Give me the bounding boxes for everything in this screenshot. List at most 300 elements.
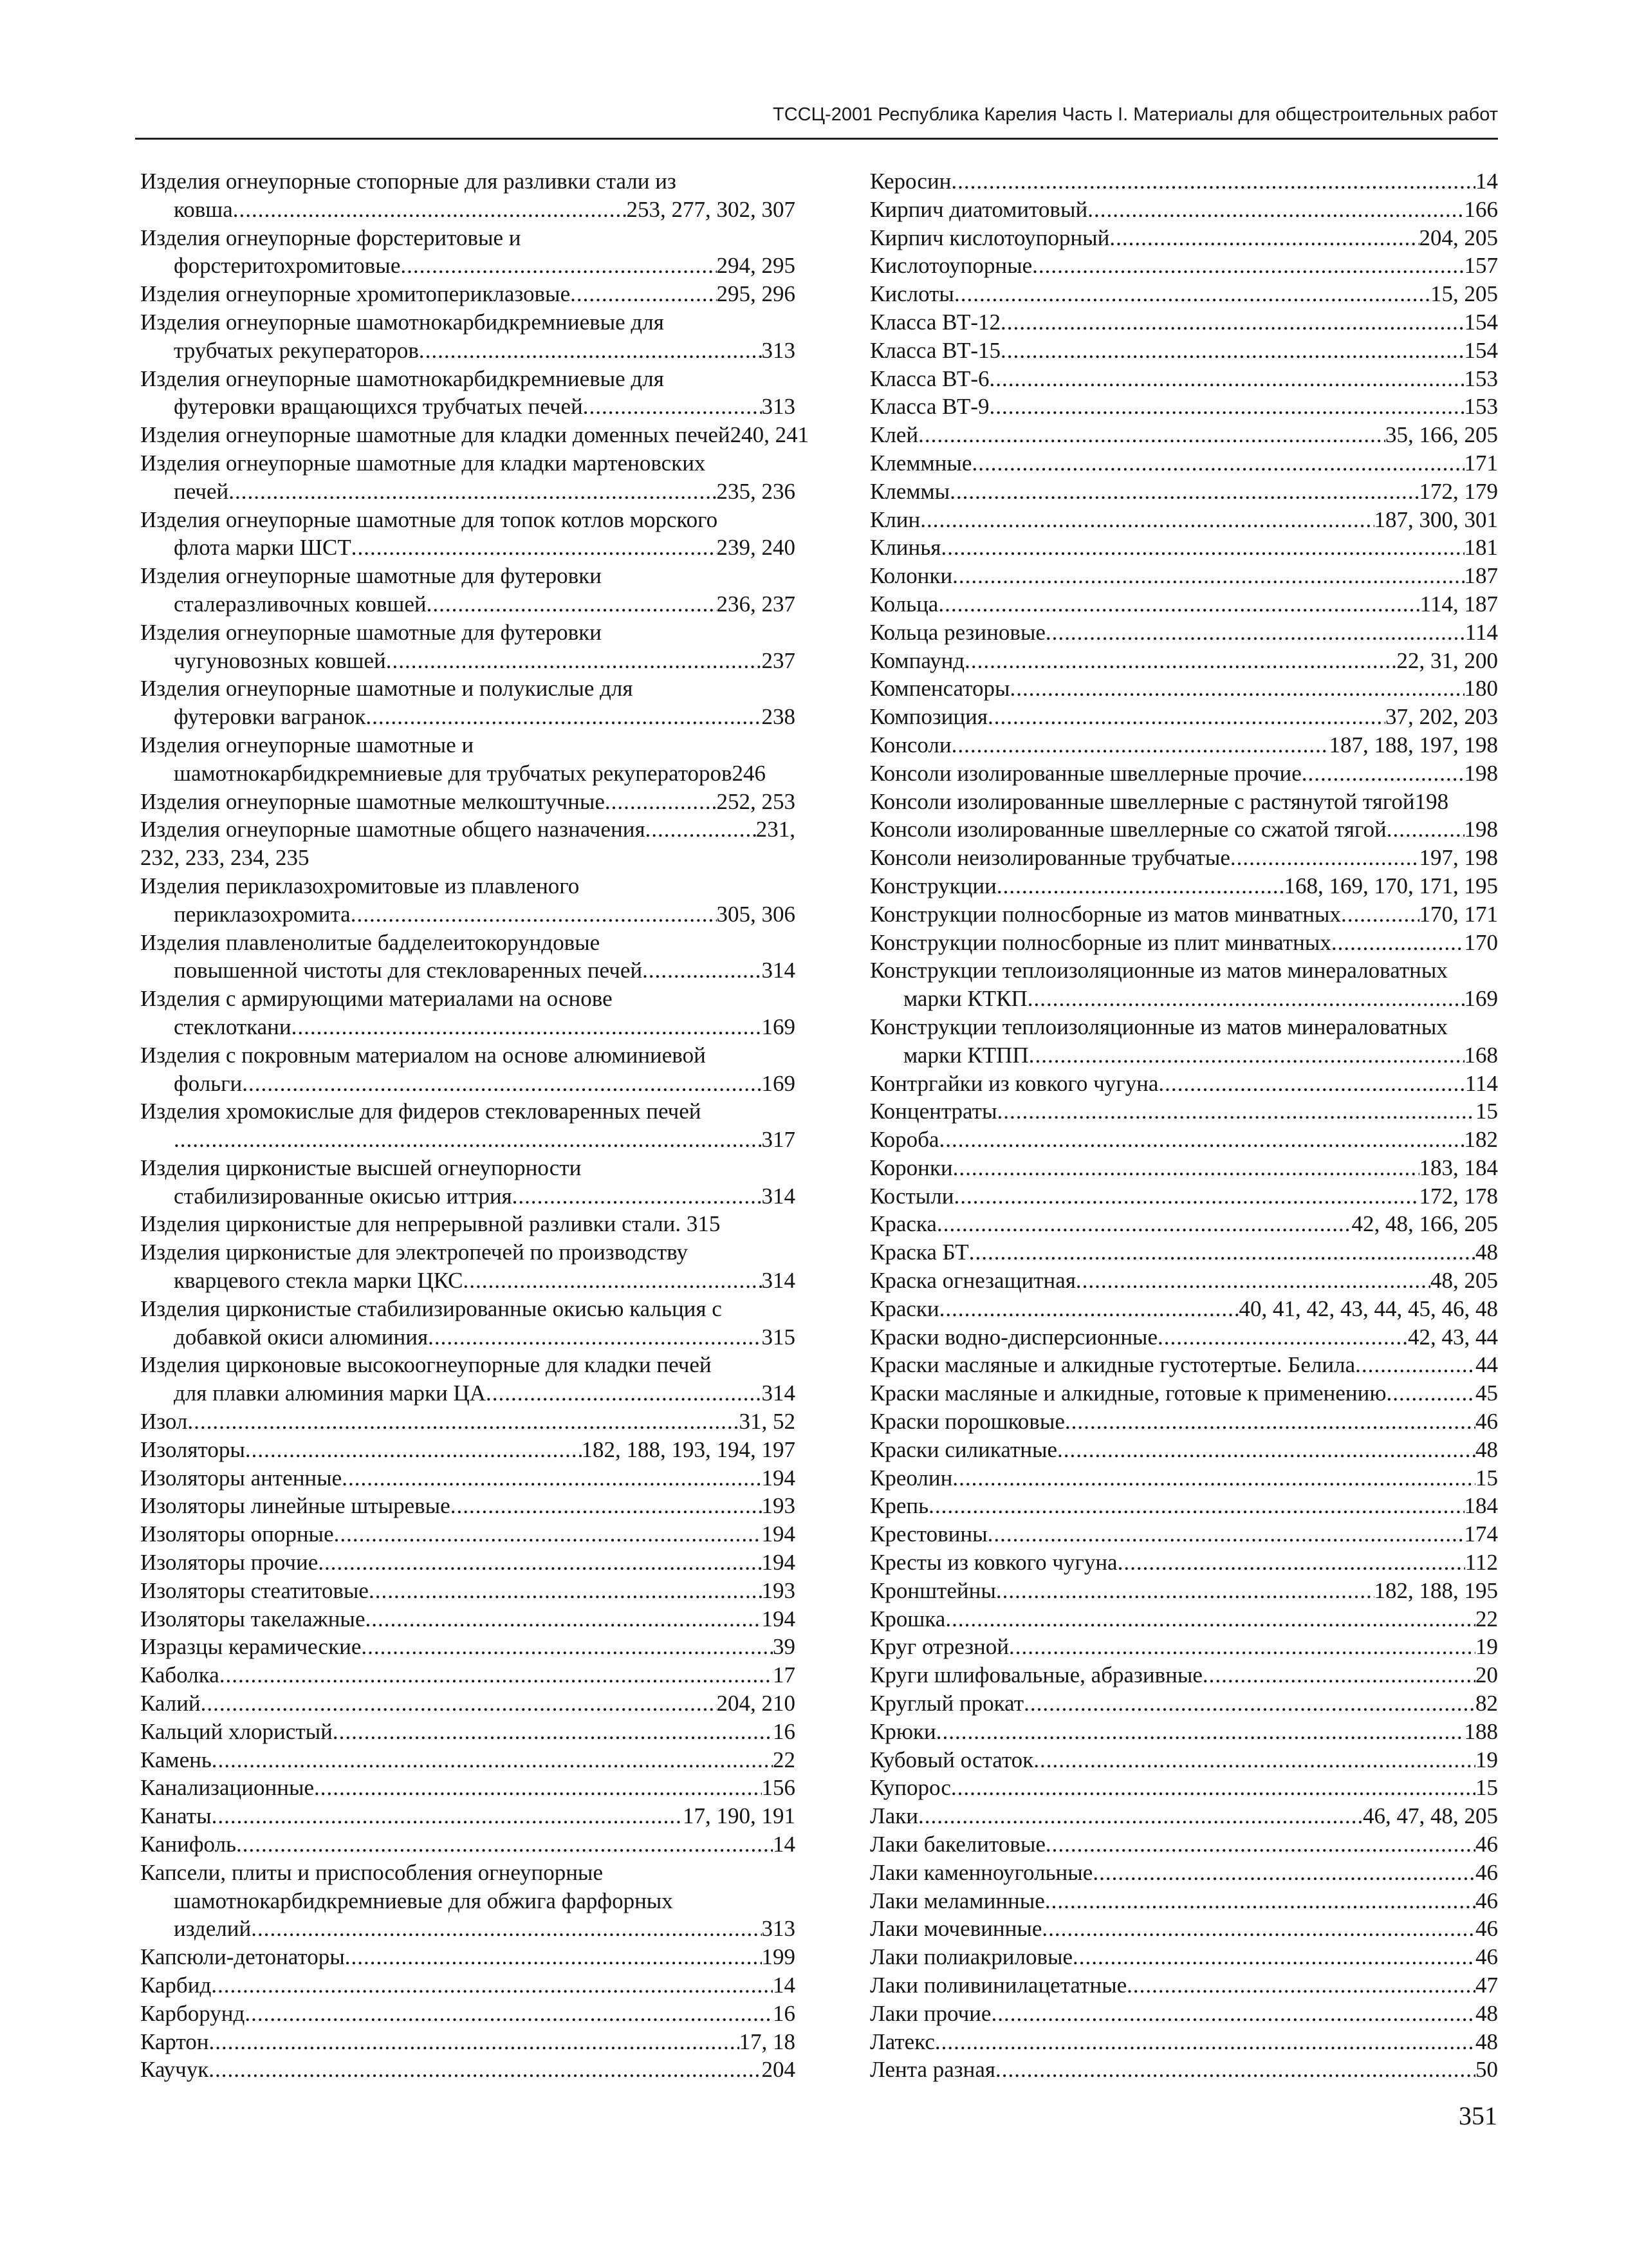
header-rule bbox=[135, 138, 1498, 140]
index-term: Карборунд bbox=[140, 2000, 245, 2026]
page-refs: 313 bbox=[761, 394, 795, 420]
index-term: Краска bbox=[870, 1211, 937, 1237]
dot-leader bbox=[187, 1408, 739, 1436]
page-refs: 17, 18 bbox=[739, 2029, 795, 2054]
dot-leader bbox=[209, 2028, 739, 2056]
index-entry bbox=[870, 1859, 1498, 1887]
index-term: для плавки алюминия марки ЦА bbox=[174, 1380, 486, 1406]
index-entry bbox=[870, 1746, 1498, 1774]
index-term: Лаки полиакриловые bbox=[870, 1944, 1073, 1970]
index-term: Концентраты bbox=[870, 1099, 997, 1124]
index-entry bbox=[870, 1210, 1498, 1238]
index-entry bbox=[140, 1830, 795, 1859]
dot-leader bbox=[212, 1802, 683, 1830]
index-entry-line bbox=[870, 2028, 1498, 2056]
index-term: Компенсаторы bbox=[870, 676, 1010, 702]
page-refs: 180 bbox=[1464, 676, 1498, 702]
page-refs: 166 bbox=[1464, 196, 1498, 222]
index-entry-line bbox=[140, 1464, 795, 1492]
index-entry bbox=[870, 674, 1498, 703]
page-refs: 313 bbox=[761, 337, 795, 363]
dot-leader bbox=[1341, 900, 1419, 929]
index-entry-line bbox=[140, 1661, 795, 1689]
index-term: повышенной чистоты для стекловаренных печей bbox=[174, 958, 643, 983]
dot-leader bbox=[351, 534, 717, 562]
index-entry-line bbox=[140, 1408, 795, 1436]
page-refs: 314 bbox=[761, 1380, 795, 1406]
index-term: Изделия огнеупорные шамотные для кладки доменных печей240, 241 bbox=[140, 422, 809, 448]
page-refs: 182, 188, 195 bbox=[1374, 1577, 1498, 1603]
index-term: Каучук bbox=[140, 2057, 209, 2083]
index-entry-line bbox=[140, 2000, 795, 2028]
index-term: марки КТКП bbox=[903, 986, 1028, 1012]
dot-leader bbox=[928, 1492, 1464, 1520]
index-term: Краски порошковые bbox=[870, 1409, 1065, 1435]
page-refs: 197, 198 bbox=[1419, 845, 1498, 871]
index-entry-line bbox=[870, 1915, 1498, 1943]
index-entry-line bbox=[870, 900, 1498, 929]
index-entry bbox=[870, 872, 1498, 900]
index-entry bbox=[140, 1746, 795, 1774]
page-refs: 39 bbox=[773, 1634, 795, 1660]
dot-leader bbox=[953, 1154, 1419, 1182]
index-entry-line bbox=[870, 618, 1498, 647]
index-entry bbox=[870, 562, 1498, 590]
index-entry bbox=[140, 1041, 795, 1098]
index-entry-line bbox=[870, 1774, 1498, 1802]
dot-leader bbox=[1387, 815, 1464, 844]
index-entry bbox=[140, 1520, 795, 1548]
index-term: шамотнокарбидкремниевые для трубчатых рекуператоров246 bbox=[174, 760, 766, 786]
index-entry-line bbox=[140, 788, 795, 816]
left-index-column bbox=[140, 167, 809, 2084]
index-entry-line bbox=[140, 618, 795, 647]
dot-leader bbox=[952, 731, 1329, 759]
dot-leader bbox=[1045, 1887, 1475, 1915]
index-entry-line bbox=[140, 1492, 795, 1520]
dot-leader bbox=[1158, 1070, 1464, 1098]
dot-leader bbox=[918, 421, 1385, 449]
index-entry-line bbox=[140, 1830, 795, 1859]
index-entry bbox=[140, 365, 795, 422]
index-entry-continuation bbox=[140, 759, 795, 788]
index-term: Изол bbox=[140, 1409, 188, 1435]
index-term: Изоляторы bbox=[140, 1436, 245, 1462]
index-term: Класса ВТ-6 bbox=[870, 366, 990, 391]
index-entry bbox=[870, 1605, 1498, 1633]
index-term: Конструкции полносборные из плит минватных bbox=[870, 929, 1331, 955]
dot-leader bbox=[369, 1577, 762, 1605]
index-entry bbox=[140, 1097, 795, 1154]
index-term: Изделия огнеупорные шамотные и bbox=[140, 732, 474, 758]
index-entry bbox=[870, 1070, 1498, 1098]
index-term: футеровки вагранок bbox=[174, 704, 366, 730]
index-entry bbox=[870, 1436, 1498, 1464]
dot-leader bbox=[245, 1436, 582, 1464]
index-entry-line bbox=[870, 1238, 1498, 1267]
index-entry-line bbox=[870, 815, 1498, 844]
dot-leader bbox=[1046, 618, 1465, 647]
index-entry-line bbox=[870, 1746, 1498, 1774]
right-index-column bbox=[870, 167, 1498, 2084]
index-entry bbox=[140, 1605, 795, 1633]
index-entry-line bbox=[870, 1351, 1498, 1379]
dot-leader bbox=[345, 1943, 762, 1971]
dot-leader bbox=[1127, 1971, 1475, 2000]
index-term: Лаки бакелитовые bbox=[870, 1832, 1046, 1857]
dot-leader bbox=[233, 196, 627, 224]
index-entry bbox=[140, 167, 795, 224]
dot-leader bbox=[583, 393, 762, 421]
index-term: Лаки меламинные bbox=[870, 1888, 1045, 1913]
index-term: Канифоль bbox=[140, 1832, 237, 1857]
index-entry-continuation bbox=[140, 393, 795, 421]
index-term: Краски масляные и алкидные, готовые к применению bbox=[870, 1380, 1387, 1406]
page-refs: 19 bbox=[1475, 1634, 1498, 1660]
index-entry-line bbox=[870, 1548, 1498, 1577]
index-entry bbox=[870, 1182, 1498, 1211]
index-entry bbox=[870, 506, 1498, 534]
index-entry bbox=[870, 1013, 1498, 1070]
dot-leader bbox=[1001, 337, 1464, 365]
index-entry-line bbox=[870, 449, 1498, 478]
index-entry-line bbox=[870, 1718, 1498, 1746]
index-term: Краска огнезащитная bbox=[870, 1268, 1076, 1294]
index-entry-continuation bbox=[140, 1915, 795, 1943]
index-entry bbox=[140, 1154, 795, 1211]
index-entry-line bbox=[140, 985, 795, 1013]
index-term: Компаунд bbox=[870, 647, 965, 673]
index-entry bbox=[870, 280, 1498, 308]
dot-leader bbox=[334, 1520, 762, 1548]
index-entry bbox=[870, 167, 1498, 196]
index-entry-line bbox=[140, 872, 795, 900]
page-refs: 15, 205 bbox=[1430, 281, 1498, 307]
index-term: ковша bbox=[174, 196, 233, 222]
page-refs: 17 bbox=[773, 1662, 795, 1688]
page-refs: 22, 31, 200 bbox=[1396, 647, 1498, 673]
index-term: Купорос bbox=[870, 1775, 951, 1801]
dot-leader bbox=[463, 1267, 762, 1295]
index-entry-line bbox=[870, 1379, 1498, 1408]
index-term: Консоли изолированные швеллерные со сжатой тягой bbox=[870, 817, 1387, 842]
page-refs: 48, 205 bbox=[1430, 1268, 1498, 1294]
index-term: добавкой окиси алюминия bbox=[174, 1324, 429, 1350]
index-entry bbox=[870, 1802, 1498, 1830]
index-entry-continuation bbox=[140, 252, 795, 280]
dot-leader bbox=[570, 280, 716, 308]
index-entry-line bbox=[140, 1154, 795, 1182]
page-refs: 153 bbox=[1464, 394, 1498, 420]
index-term: Изделия огнеупорные шамотнокарбидкремниевые для bbox=[140, 309, 664, 335]
index-entry bbox=[870, 731, 1498, 759]
page-refs: 40, 41, 42, 43, 44, 45, 46, 48 bbox=[1239, 1296, 1498, 1321]
page-refs: 305, 306 bbox=[716, 901, 795, 927]
page-refs: 239, 240 bbox=[716, 535, 795, 561]
dot-leader bbox=[990, 365, 1464, 393]
index-term: Капсюли-детонаторы bbox=[140, 1944, 345, 1970]
index-term: Лаки прочие bbox=[870, 2000, 992, 2026]
page-refs: 314 bbox=[761, 958, 795, 983]
index-term: сталеразливочных ковшей bbox=[174, 591, 427, 617]
page-refs: 204, 210 bbox=[716, 1691, 795, 1716]
index-entry-line bbox=[140, 2028, 795, 2056]
index-entry-line bbox=[140, 562, 795, 590]
index-entry-continuation bbox=[140, 337, 795, 365]
page-refs: 48 bbox=[1475, 2000, 1498, 2026]
index-entry-continuation bbox=[140, 1126, 795, 1154]
index-entry-line bbox=[140, 1520, 795, 1548]
dot-leader bbox=[1118, 1548, 1465, 1577]
dot-leader bbox=[995, 2056, 1475, 2084]
dot-leader bbox=[1009, 1633, 1475, 1661]
page-refs: 114 bbox=[1464, 1070, 1498, 1096]
index-entry bbox=[870, 1464, 1498, 1492]
index-term: Изделия огнеупорные шамотные для топок котлов морского bbox=[140, 507, 718, 532]
index-term: Изделия цирконовые высокоогнеупорные для кладки печей bbox=[140, 1352, 712, 1378]
dot-leader bbox=[419, 337, 762, 365]
dot-leader bbox=[965, 647, 1396, 675]
index-entry bbox=[870, 365, 1498, 393]
dot-leader bbox=[512, 1182, 762, 1211]
page-refs: 42, 43, 44 bbox=[1408, 1324, 1498, 1350]
index-entry bbox=[870, 252, 1498, 280]
page-refs: 294, 295 bbox=[716, 253, 795, 279]
dot-leader bbox=[1029, 1041, 1464, 1070]
index-term: Латекс bbox=[870, 2029, 935, 2054]
index-entry bbox=[140, 1689, 795, 1718]
dot-leader bbox=[988, 703, 1385, 731]
dot-leader bbox=[361, 1633, 773, 1661]
dot-leader bbox=[1024, 1689, 1475, 1718]
index-entry-line bbox=[140, 1971, 795, 2000]
dot-leader bbox=[1355, 1351, 1475, 1379]
dot-leader bbox=[450, 1492, 762, 1520]
index-entry bbox=[870, 1718, 1498, 1746]
dot-leader bbox=[1073, 1943, 1475, 1971]
page-refs: 169 bbox=[1464, 986, 1498, 1012]
page-refs: 154 bbox=[1464, 309, 1498, 335]
index-entry bbox=[140, 1436, 795, 1464]
index-entry-line bbox=[140, 1436, 795, 1464]
index-entry bbox=[870, 1295, 1498, 1323]
dot-leader bbox=[952, 1464, 1475, 1492]
index-entry-line bbox=[140, 1210, 795, 1238]
index-entry-line bbox=[870, 1295, 1498, 1323]
index-entry bbox=[870, 1492, 1498, 1520]
page-refs: 317 bbox=[761, 1127, 795, 1153]
index-term: Изоляторы опорные bbox=[140, 1521, 334, 1547]
index-entry bbox=[140, 308, 795, 365]
dot-leader bbox=[1010, 674, 1464, 703]
page-refs: 198 bbox=[1464, 817, 1498, 842]
index-entry bbox=[870, 900, 1498, 929]
dot-leader bbox=[1087, 196, 1464, 224]
index-term: Кронштейны bbox=[870, 1577, 996, 1603]
index-entry-line bbox=[140, 308, 795, 337]
index-entry bbox=[870, 1238, 1498, 1267]
index-entry-continuation bbox=[870, 1041, 1498, 1070]
index-entry-line bbox=[870, 167, 1498, 196]
index-entry-line bbox=[140, 1943, 795, 1971]
index-entry bbox=[870, 1689, 1498, 1718]
dot-leader bbox=[642, 956, 761, 985]
index-entry bbox=[870, 2028, 1498, 2056]
dot-leader bbox=[988, 1520, 1464, 1548]
page-refs: 46 bbox=[1475, 1888, 1498, 1913]
index-term: Каболка bbox=[140, 1662, 219, 1688]
dot-leader bbox=[939, 1295, 1239, 1323]
index-entry bbox=[870, 196, 1498, 224]
index-entry-line bbox=[870, 1859, 1498, 1887]
index-term: Изоляторы прочие bbox=[140, 1550, 319, 1576]
index-entry-line bbox=[140, 1774, 795, 1802]
index-entry bbox=[140, 1408, 795, 1436]
index-term: Короба bbox=[870, 1127, 939, 1153]
index-entry-line bbox=[870, 2056, 1498, 2084]
index-entry bbox=[870, 478, 1498, 506]
page-refs: 204, 205 bbox=[1419, 225, 1498, 250]
index-term: Изоляторы стеатитовые bbox=[140, 1577, 369, 1603]
index-entry-line bbox=[140, 421, 809, 449]
index-entry bbox=[140, 449, 795, 506]
index-entry bbox=[870, 2056, 1498, 2084]
index-entry bbox=[140, 815, 795, 872]
index-entry-line bbox=[140, 1605, 795, 1633]
index-entry bbox=[140, 1295, 795, 1352]
index-term: Изоляторы такелажные bbox=[140, 1606, 365, 1631]
index-entry-line bbox=[870, 534, 1498, 562]
index-entry bbox=[140, 1351, 795, 1408]
index-term: Кислоты bbox=[870, 281, 954, 307]
dot-leader bbox=[242, 1070, 761, 1098]
page-refs: 181 bbox=[1464, 535, 1498, 561]
index-term: Камень bbox=[140, 1747, 212, 1772]
index-entry-continuation bbox=[140, 1887, 795, 1915]
index-entry-line bbox=[870, 1520, 1498, 1548]
index-entry-continuation bbox=[140, 844, 795, 872]
page-refs: 169 bbox=[761, 1070, 795, 1096]
index-entry-line bbox=[140, 815, 795, 844]
page-refs: 14 bbox=[773, 1832, 795, 1857]
dot-leader bbox=[918, 1802, 1363, 1830]
dot-leader bbox=[939, 1126, 1464, 1154]
index-entry bbox=[870, 956, 1498, 1013]
dot-leader bbox=[1093, 1859, 1475, 1887]
page-refs: 35, 166, 205 bbox=[1385, 422, 1498, 448]
dot-leader bbox=[1001, 308, 1464, 337]
dot-leader bbox=[997, 1097, 1476, 1126]
index-entry-line bbox=[870, 337, 1498, 365]
dot-leader bbox=[1109, 224, 1419, 252]
index-term: Изделия с покровным материалом на основе алюминиевой bbox=[140, 1042, 706, 1068]
page-refs: 171 bbox=[1464, 450, 1498, 476]
page-refs: 14 bbox=[1475, 169, 1498, 194]
index-entry-line bbox=[870, 224, 1498, 252]
page-refs: 184 bbox=[1464, 1493, 1498, 1519]
page-refs: 154 bbox=[1464, 337, 1498, 363]
index-term: шамотнокарбидкремниевые для обжига фарфорных bbox=[174, 1888, 673, 1913]
index-entry bbox=[870, 224, 1498, 252]
index-term: Консоли bbox=[870, 732, 952, 758]
index-term: Класса ВТ-9 bbox=[870, 394, 990, 420]
index-entry bbox=[870, 1267, 1498, 1295]
index-term: Конструкции теплоизоляционные из матов минераловатных bbox=[870, 958, 1448, 983]
page-refs: 50 bbox=[1475, 2057, 1498, 2083]
index-term: Изразцы керамические bbox=[140, 1634, 362, 1660]
index-entry bbox=[870, 1774, 1498, 1802]
index-term: Лаки мочевинные bbox=[870, 1916, 1042, 1942]
dot-leader bbox=[427, 590, 717, 618]
page-refs: 46 bbox=[1475, 1409, 1498, 1435]
index-entry-line bbox=[140, 1041, 795, 1070]
index-term: Конструкции теплоизоляционные из матов минераловатных bbox=[870, 1014, 1448, 1039]
index-entry bbox=[870, 1323, 1498, 1352]
index-entry bbox=[870, 1577, 1498, 1605]
index-entry-line bbox=[870, 1887, 1498, 1915]
page-refs: 22 bbox=[773, 1747, 795, 1772]
dot-leader bbox=[251, 1915, 761, 1943]
index-entry-line bbox=[870, 365, 1498, 393]
index-term: Круглый прокат bbox=[870, 1691, 1024, 1716]
index-entry bbox=[870, 1520, 1498, 1548]
page-refs: 16 bbox=[773, 1718, 795, 1744]
index-term: Крюки bbox=[870, 1718, 936, 1744]
index-entry-line bbox=[870, 759, 1498, 788]
index-entry-line bbox=[870, 421, 1498, 449]
page-refs: 172, 179 bbox=[1419, 478, 1498, 504]
dot-leader bbox=[1203, 1661, 1475, 1689]
index-entry bbox=[870, 788, 1498, 816]
index-term: Изоляторы линейные штыревые bbox=[140, 1493, 450, 1519]
dot-leader bbox=[1028, 985, 1464, 1013]
index-term: Изделия огнеупорные шамотные общего назначения bbox=[140, 817, 645, 842]
index-entry bbox=[140, 1464, 795, 1492]
page-refs: 168, 169, 170, 171, 195 bbox=[1284, 873, 1498, 898]
page-refs: 15 bbox=[1475, 1465, 1498, 1491]
page-refs: 20 bbox=[1475, 1662, 1498, 1688]
index-entry bbox=[870, 1830, 1498, 1859]
dot-leader bbox=[208, 2056, 761, 2084]
index-entry-line bbox=[870, 844, 1498, 872]
page-refs: 236, 237 bbox=[716, 591, 795, 617]
index-entry bbox=[870, 1943, 1498, 1971]
index-entry bbox=[140, 280, 795, 308]
dot-leader bbox=[365, 703, 761, 731]
index-term: изделий bbox=[174, 1916, 252, 1942]
index-entry-line bbox=[140, 1577, 795, 1605]
page-refs: 198 bbox=[1464, 760, 1498, 786]
dot-leader bbox=[211, 1971, 773, 2000]
index-entry-line bbox=[870, 1154, 1498, 1182]
page-refs: 169 bbox=[761, 1014, 795, 1039]
index-entry bbox=[140, 618, 795, 675]
index-entry bbox=[870, 1661, 1498, 1689]
dot-leader bbox=[428, 1323, 761, 1352]
dot-leader bbox=[941, 534, 1464, 562]
index-entry-line bbox=[870, 1267, 1498, 1295]
page-refs: 170, 171 bbox=[1419, 901, 1498, 927]
dot-leader bbox=[1230, 844, 1419, 872]
page-refs: 42, 48, 166, 205 bbox=[1351, 1211, 1498, 1237]
index-term: марки КТПП bbox=[903, 1042, 1029, 1068]
index-entry-line bbox=[140, 1351, 795, 1379]
index-term: Колонки bbox=[870, 563, 953, 589]
page-refs: 314 bbox=[761, 1183, 795, 1209]
dot-leader bbox=[1057, 1436, 1475, 1464]
dot-leader bbox=[386, 647, 762, 675]
index-entry bbox=[870, 1887, 1498, 1915]
